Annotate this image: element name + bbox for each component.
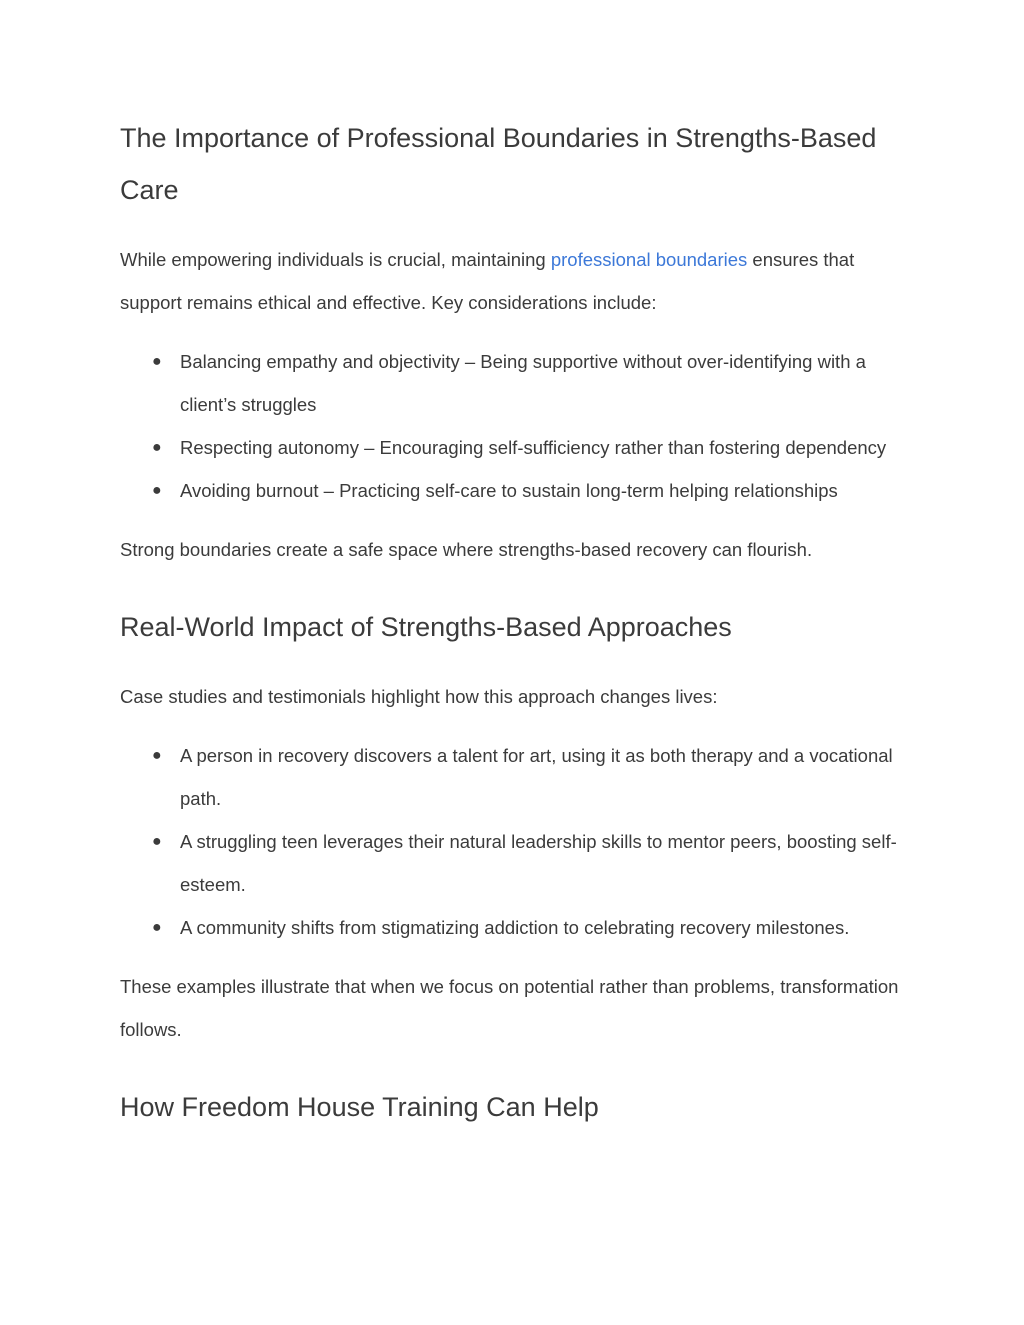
- list-item: [120, 340, 910, 426]
- list-item-text: Balancing empathy and objectivity – Being supportive without over-identifying with a client’s struggles: [180, 351, 866, 415]
- boundaries-intro-paragraph: [120, 238, 910, 324]
- list-item-text: A struggling teen leverages their natural leadership skills to mentor peers, boosting self-esteem.: [180, 831, 897, 895]
- bullet-icon: ●: [152, 482, 162, 499]
- list-item-text: A person in recovery discovers a talent for art, using it as both therapy and a vocational path.: [180, 745, 893, 809]
- impact-intro-paragraph: Case studies and testimonials highlight how this approach changes lives:: [120, 686, 718, 707]
- impact-closing-paragraph: These examples illustrate that when we focus on potential rather than problems, transformation follows.: [120, 976, 899, 1040]
- professional-boundaries-link[interactable]: professional boundaries: [550, 249, 748, 270]
- bullet-icon: ●: [152, 353, 162, 370]
- list-item-text: A community shifts from stigmatizing addiction to celebrating recovery milestones.: [180, 917, 850, 938]
- bullet-icon: ●: [152, 833, 162, 850]
- section-heading-freedom-house: How Freedom House Training Can Help: [120, 1092, 599, 1122]
- list-item: [120, 734, 910, 820]
- list-item: [120, 820, 910, 906]
- impact-examples-list: [120, 734, 910, 949]
- intro-text-after-link: ensures that support remains ethical and effective. Key considerations include:: [120, 249, 855, 313]
- bullet-icon: ●: [152, 747, 162, 764]
- document-body: [120, 112, 910, 1133]
- list-item: [120, 469, 910, 512]
- list-item-text: Avoiding burnout – Practicing self-care to sustain long-term helping relationships: [180, 480, 838, 501]
- list-item: [120, 426, 910, 469]
- list-item-text: Respecting autonomy – Encouraging self-sufficiency rather than fostering dependency: [180, 437, 887, 458]
- list-item: [120, 906, 910, 949]
- bullet-icon: ●: [152, 439, 162, 456]
- boundaries-considerations-list: [120, 340, 910, 512]
- intro-text-before-link: While empowering individuals is crucial, maintaining: [120, 249, 551, 270]
- bullet-icon: ●: [152, 919, 162, 936]
- section-heading-boundaries: The Importance of Professional Boundaries in Strengths-Based Care: [120, 123, 877, 205]
- section-heading-real-world-impact: Real-World Impact of Strengths-Based Approaches: [120, 612, 732, 642]
- boundaries-closing-paragraph: Strong boundaries create a safe space where strengths-based recovery can flourish.: [120, 539, 813, 560]
